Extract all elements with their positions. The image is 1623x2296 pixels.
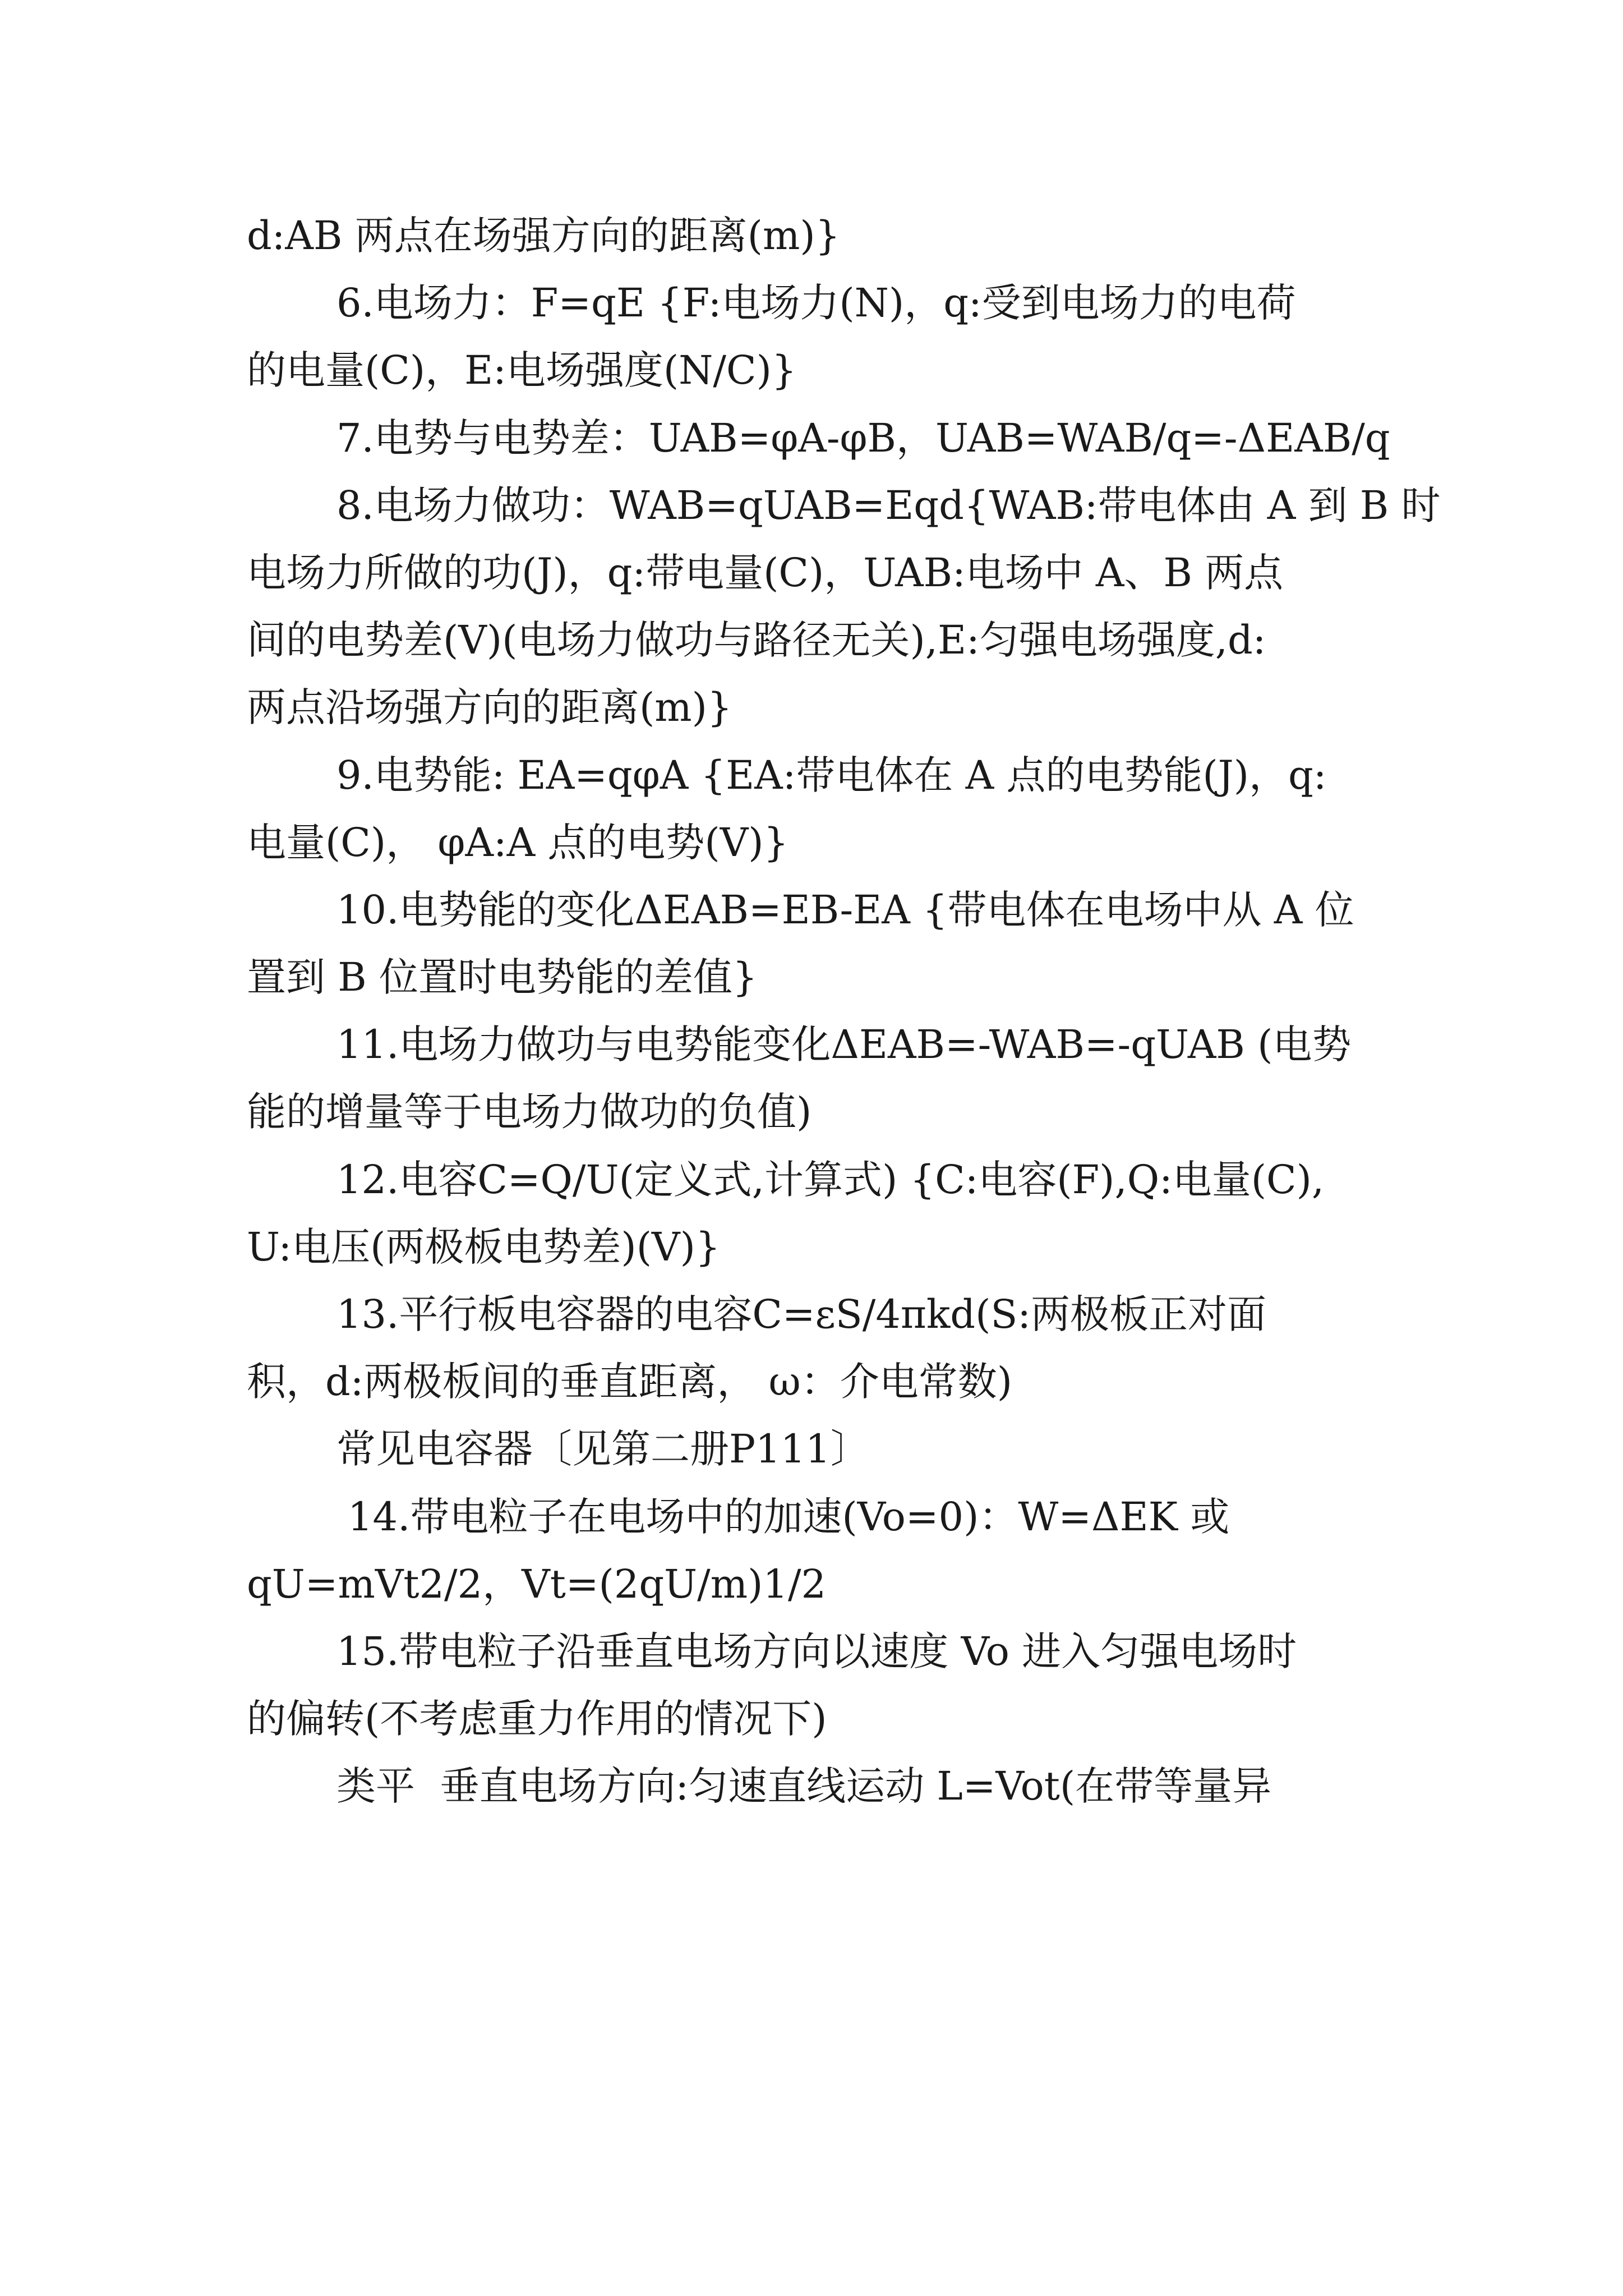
text-line: 常见电容器〔见第二册P111〕 [336, 1426, 870, 1473]
text-line: 电量(C)， φA:A 点的电势(V)} [247, 819, 789, 866]
text-line: 的偏转(不考虑重力作用的情况下) [247, 1696, 827, 1742]
text-line: 置到 B 位置时电势能的差值} [247, 954, 758, 1001]
text-line: 10.电势能的变化ΔEAB=EB-EA {带电体在电场中从 A 位 [336, 886, 1354, 933]
text-line: 9.电势能: EA=qφA {EA:带电体在 A 点的电势能(J)，q: [336, 752, 1327, 798]
text-line: 12.电容C=Q/U(定义式,计算式) {C:电容(F),Q:电量(C), [336, 1156, 1325, 1203]
text-line: 13.平行板电容器的电容C=εS/4πkd(S:两极板正对面 [336, 1291, 1266, 1337]
text-line: 6.电场力：F=qE {F:电场力(N)，q:受到电场力的电荷 [336, 280, 1296, 326]
text-line: U:电压(两极板电势差)(V)} [247, 1223, 721, 1270]
text-line: 7.电势与电势差：UAB=φA-φB，UAB=WAB/q=-ΔEAB/q [336, 415, 1390, 461]
text-line: 电场力所做的功(J)，q:带电量(C)，UAB:电场中 A、B 两点 [247, 549, 1284, 596]
text-line: d:AB 两点在场强方向的距离(m)} [247, 213, 841, 259]
text-line: 两点沿场强方向的距离(m)} [247, 684, 732, 731]
text-line: 14.带电粒子在电场中的加速(Vo=0)：W=ΔEK 或 [348, 1493, 1230, 1540]
text-line: 8.电场力做功：WAB=qUAB=Eqd{WAB:带电体由 A 到 B 时 [336, 482, 1441, 528]
text-line: 11.电场力做功与电势能变化ΔEAB=-WAB=-qUAB (电势 [336, 1022, 1352, 1068]
text-line: 积，d:两极板间的垂直距离， ω：介电常数) [247, 1359, 1013, 1405]
text-line: 能的增量等于电场力做功的负值) [247, 1089, 812, 1135]
text-line: 类平 垂直电场方向:匀速直线运动 L=Vot(在带等量异 [336, 1763, 1272, 1810]
text-line: 间的电势差(V)(电场力做功与路径无关),E:匀强电场强度,d: [247, 617, 1266, 664]
text-line: qU=mVt2/2，Vt=(2qU/m)1/2 [247, 1561, 827, 1607]
text-line: 15.带电粒子沿垂直电场方向以速度 Vo 进入匀强电场时 [336, 1628, 1297, 1674]
text-line: 的电量(C)，E:电场强度(N/C)} [247, 347, 797, 394]
document-body [247, 202, 1441, 1820]
